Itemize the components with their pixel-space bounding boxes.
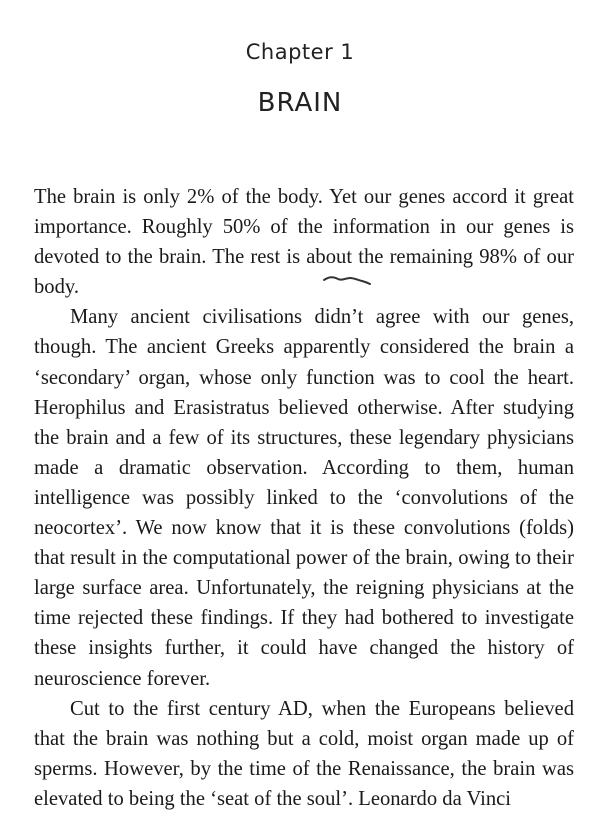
paragraph-3: Cut to the first century AD, when the Europeans believed that the brain was nothing but a cold, moist organ made up of sperms. However, by the time of the Renaissance, the brain was elevated to being the ‘seat of the soul’. Leonardo da Vinci	[34, 697, 574, 810]
paragraph-1: The brain is only 2% of the body. Yet our genes accord it great importance. Roughly 50% of the information in our genes is devoted to the brain. The rest is about the remaining 98% of our body.	[34, 186, 574, 299]
chapter-title: BRAIN	[257, 88, 343, 118]
chapter-label: Chapter 1	[245, 40, 355, 64]
pen-squiggle-mark	[322, 274, 372, 288]
paragraph-2: Many ancient civilisations didn’t agree with our genes, though. The ancient Greeks apparently considered the brain a ‘secondary’ organ, whose only function was to cool the heart. Herophilus and Erasistratus believed otherwise. After studying the brain and a few of its structures, these legendary physicians made a dramatic observation. According to them, human intelligence was possibly linked to the ‘convolutions of the neocortex’. We now know that it is these convolutions (folds) that result in the computational power of the brain, owing to their large surface area. Unfortunately, the reigning physicians at the time rejected these findings. If they had bothered to investigate these insights further, it could have changed the history of neuroscience forever.	[34, 306, 574, 690]
body-text	[34, 182, 574, 814]
